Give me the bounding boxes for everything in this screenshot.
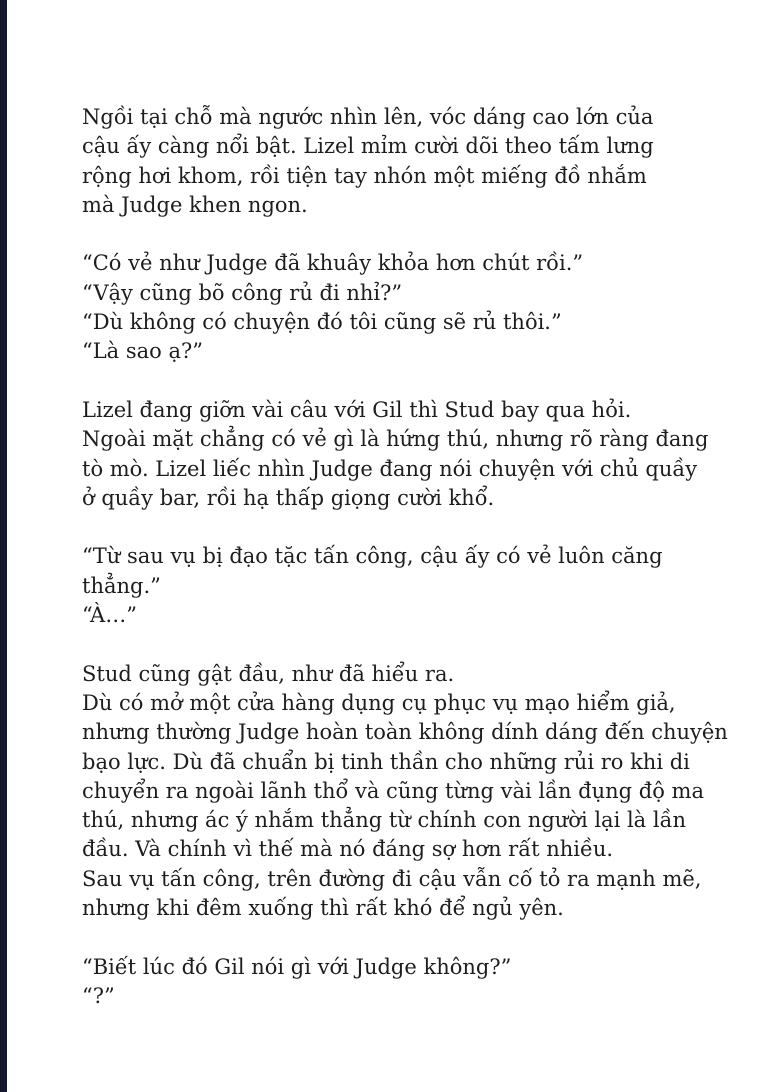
dialogue-line: “Biết lúc đó Gil nói gì với Judge không?” [82, 954, 512, 979]
paragraph-4 [82, 542, 742, 630]
text-line: bạo lực. Dù đã chuẩn bị tinh thần cho những rủi ro khi di [82, 749, 690, 774]
text-line: thú, nhưng ác ý nhắm thẳng từ chính con người lại là lần [82, 808, 686, 833]
paragraph-gap [82, 513, 742, 542]
text-line: rộng hơi khom, rồi tiện tay nhón một miếng đồ nhắm [82, 163, 647, 188]
text-line: nhưng thường Judge hoàn toàn không dính dáng đến chuyện [82, 720, 728, 745]
dialogue-line: “Là sao ạ?” [82, 339, 204, 364]
dialogue-line: “Dù không có chuyện đó tôi cũng sẽ rủ thôi.” [82, 310, 562, 335]
dialogue-line: “À…” [82, 603, 137, 628]
paragraph-6 [82, 953, 742, 1012]
text-line: nhưng khi đêm xuống thì rất khó để ngủ yên. [82, 896, 564, 921]
text-line: chuyển ra ngoài lãnh thổ và cũng từng vài lần đụng độ ma [82, 778, 704, 803]
document-page [82, 103, 742, 1011]
paragraph-gap [82, 220, 742, 249]
text-line: đầu. Và chính vì thế mà nó đáng sợ hơn rất nhiều. [82, 837, 614, 862]
text-line: Ngoài mặt chẳng có vẻ gì là hứng thú, nhưng rõ ràng đang [82, 427, 709, 452]
dialogue-line: “?” [82, 983, 115, 1008]
text-line: cậu ấy càng nổi bật. Lizel mỉm cười dõi theo tấm lưng [82, 134, 654, 159]
paragraph-5 [82, 660, 742, 924]
paragraph-3 [82, 396, 742, 513]
dialogue-line: “Có vẻ như Judge đã khuây khỏa hơn chút rồi.” [82, 251, 584, 276]
dialogue-line: thẳng.” [82, 573, 161, 598]
paragraph-1 [82, 103, 742, 220]
dialogue-line: “Từ sau vụ bị đạo tặc tấn công, cậu ấy có vẻ luôn căng [82, 544, 663, 569]
paragraph-gap [82, 367, 742, 396]
text-line: Ngồi tại chỗ mà ngước nhìn lên, vóc dáng cao lớn của [82, 105, 654, 129]
paragraph-gap [82, 923, 742, 952]
paragraph-gap [82, 630, 742, 659]
text-line: Lizel đang giỡn vài câu với Gil thì Stud bay qua hỏi. [82, 397, 632, 422]
text-line: Dù có mở một cửa hàng dụng cụ phục vụ mạo hiểm giả, [82, 690, 676, 715]
text-line: ở quầy bar, rồi hạ thấp giọng cười khổ. [82, 485, 495, 510]
text-line: Stud cũng gật đầu, như đã hiểu ra. [82, 661, 455, 686]
text-line: mà Judge khen ngon. [82, 192, 308, 217]
text-line: Sau vụ tấn công, trên đường đi cậu vẫn cố tỏ ra mạnh mẽ, [82, 866, 702, 891]
left-edge-bar [0, 0, 7, 1092]
text-line: tò mò. Lizel liếc nhìn Judge đang nói chuyện với chủ quầy [82, 456, 698, 481]
paragraph-2 [82, 249, 742, 366]
dialogue-line: “Vậy cũng bõ công rủ đi nhỉ?” [82, 280, 403, 305]
